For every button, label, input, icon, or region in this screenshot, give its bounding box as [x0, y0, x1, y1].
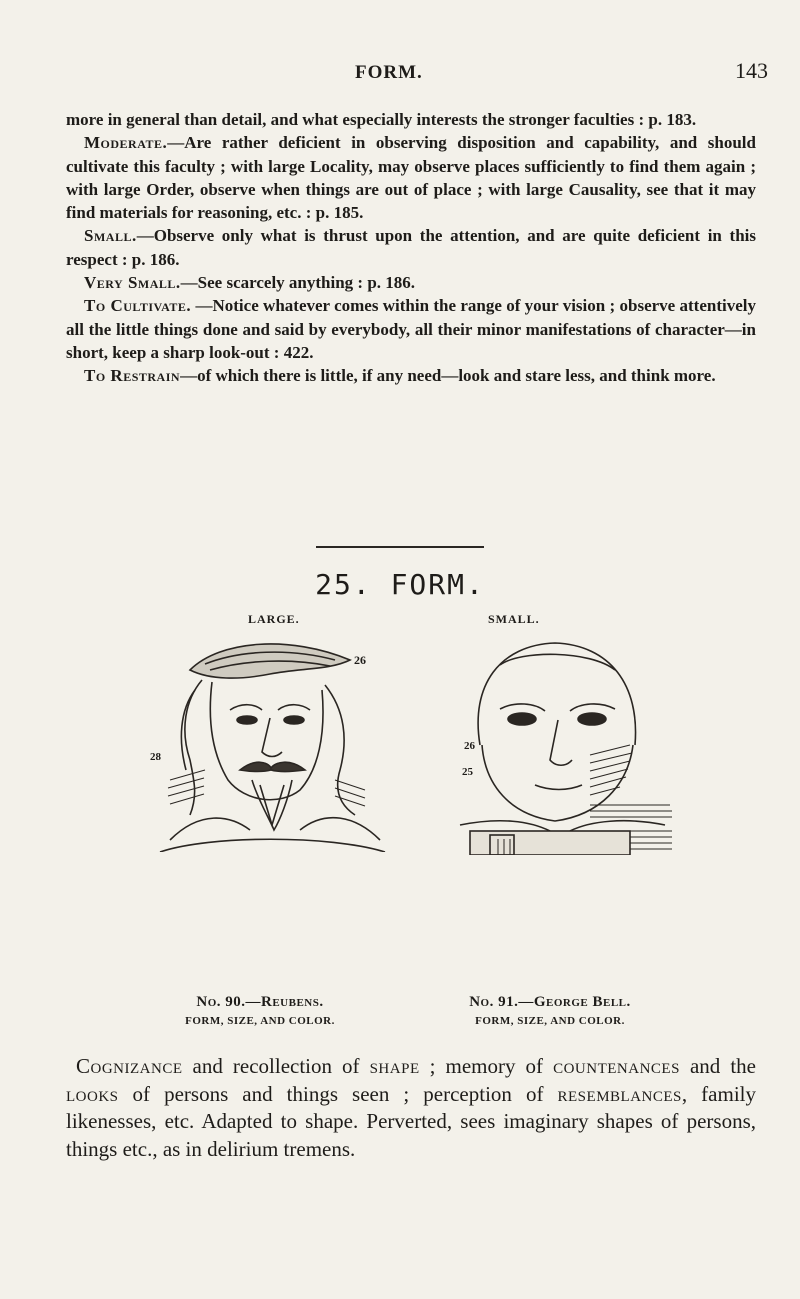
caption-number: No. 91.—George Bell.	[469, 994, 631, 1010]
marker-label: 25	[462, 766, 473, 778]
paragraph-lead: Moderate.	[84, 133, 168, 153]
caption-number: No. 90.—Reubens.	[196, 994, 324, 1010]
marker-label: 28	[150, 751, 161, 763]
caption-subtitle: FORM, SIZE, AND COLOR.	[185, 1015, 335, 1027]
label-small: SMALL.	[488, 612, 540, 626]
paragraph-lead: To Restrain	[84, 366, 181, 386]
paragraph-lead: To Cultivate.	[84, 296, 192, 316]
caption-left	[150, 994, 370, 1027]
portrait-reubens-engraving	[150, 630, 390, 852]
portrait-george-bell-engraving	[440, 625, 685, 855]
plate-title: 25. FORM.	[315, 568, 485, 601]
paragraph-to-cultivate: To Cultivate. —Notice whatever comes within the range of your vision ; observe attentively all the little things done and said by everybody, all their minor manifestations of character—in short, keep a sharp look-out : 422.	[66, 296, 756, 362]
paragraph-to-restrain: To Restrain—of which there is little, if any need—look and stare less, and think more.	[84, 366, 716, 386]
paragraph-very-small: Very Small.—See scarcely anything : p. 186.	[84, 273, 416, 293]
running-head: FORM.	[355, 62, 423, 83]
page-number: 143	[735, 58, 768, 83]
marker-label: 26	[354, 653, 366, 667]
paragraph-moderate: Moderate.—Are rather deficient in observing disposition and capability, and should cultivate this faculty ; with large Locality, may observe places sufficiently to find them again ; with large Order, observe when things are out of place ; with large Causality, see that it may find materials for reasoning, etc. : p. 185.	[66, 133, 756, 223]
paragraph: more in general than detail, and what especially interests the stronger faculties : p. 183.	[66, 110, 697, 129]
marker-label: 26	[464, 740, 475, 752]
caption-right	[430, 994, 670, 1027]
definition-text	[66, 1053, 756, 1163]
body-text	[66, 108, 756, 388]
definition-paragraph: Cognizance and recollection of shape ; memory of countenances and the looks of persons and things seen ; perception of resemblances, family likenesses, etc. Adapted to shape. Perverted, sees imaginary shapes of persons, things etc., as in delirium tremens.	[66, 1054, 756, 1161]
paragraph-small: Small.—Observe only what is thrust upon the attention, and are quite deficient in this respect : p. 186.	[66, 226, 756, 269]
label-large: LARGE.	[248, 612, 300, 626]
paragraph-lead: Very Small.	[84, 273, 181, 293]
section-divider	[316, 546, 484, 548]
caption-subtitle: FORM, SIZE, AND COLOR.	[475, 1015, 625, 1027]
paragraph-lead: Small.	[84, 226, 137, 246]
